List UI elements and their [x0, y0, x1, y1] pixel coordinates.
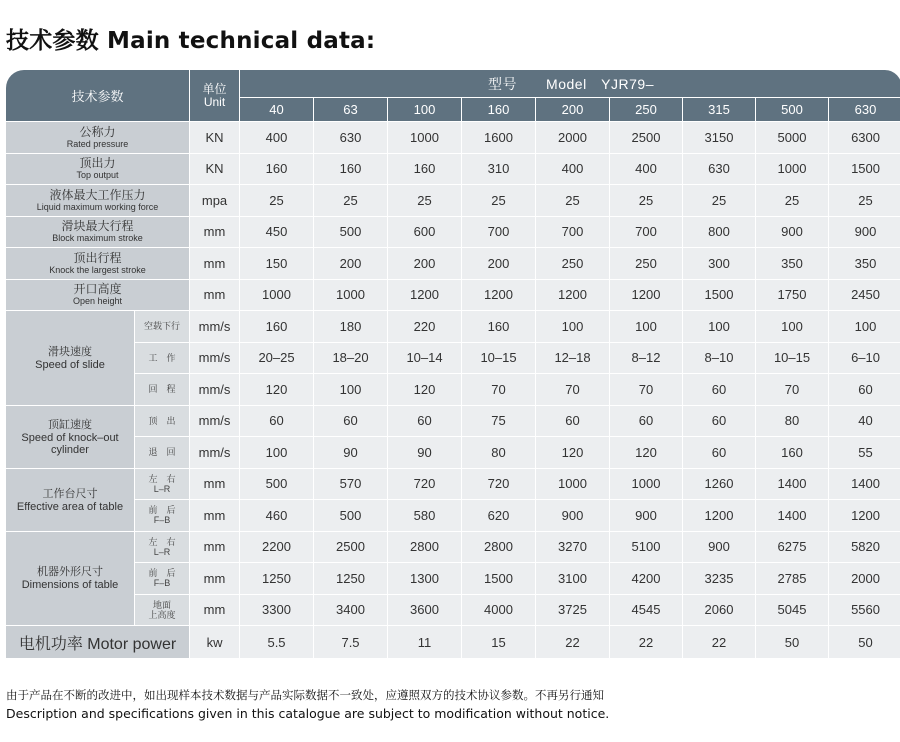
value-cell: 5560 — [829, 595, 900, 627]
sub-label-cell: 工 作 — [135, 343, 190, 375]
value-cell: 700 — [462, 217, 536, 249]
value-cell: 12–18 — [536, 343, 610, 375]
value-cell: 4200 — [610, 563, 683, 595]
table-row — [6, 500, 900, 532]
row-label-cn: 顶出力 — [79, 156, 116, 171]
value-cell: 22 — [683, 626, 756, 659]
row-label-cn: 公称力 — [79, 124, 116, 139]
value-cell: 120 — [240, 374, 314, 406]
table-row — [6, 374, 900, 406]
unit-cell: mm — [190, 217, 240, 249]
model-number-cell: 200 — [536, 98, 610, 122]
value-cell: 1750 — [756, 280, 829, 312]
value-cell: 180 — [314, 311, 388, 343]
value-cell: 1200 — [683, 500, 756, 532]
value-cell: 570 — [314, 469, 388, 501]
unit-header-cn: 单位 — [202, 81, 227, 96]
value-cell: 3270 — [536, 532, 610, 564]
value-cell: 60 — [610, 406, 683, 438]
value-cell: 10–15 — [462, 343, 536, 375]
spec-table — [6, 70, 900, 659]
unit-header — [190, 70, 240, 122]
sub-label-cell: 空载下行 — [135, 311, 190, 343]
model-number-cell: 250 — [610, 98, 683, 122]
value-cell: 700 — [610, 217, 683, 249]
value-cell: 25 — [536, 185, 610, 217]
value-cell: 5100 — [610, 532, 683, 564]
value-cell: 900 — [610, 500, 683, 532]
row-label-en: Liquid maximum working force — [36, 201, 159, 212]
value-cell: 3150 — [683, 122, 756, 154]
value-cell: 500 — [314, 500, 388, 532]
value-cell: 160 — [388, 154, 462, 186]
value-cell: 11 — [388, 626, 462, 659]
value-cell: 1260 — [683, 469, 756, 501]
value-cell: 60 — [683, 406, 756, 438]
value-cell: 18–20 — [314, 343, 388, 375]
group-label-cn: 滑块速度 — [48, 345, 92, 358]
row-label-en: Knock the largest stroke — [49, 264, 146, 275]
group-label-machine-dims — [6, 532, 135, 627]
unit-cell: mm/s — [190, 343, 240, 375]
value-cell: 20–25 — [240, 343, 314, 375]
value-cell: 2500 — [610, 122, 683, 154]
value-cell: 70 — [536, 374, 610, 406]
table-row — [6, 437, 900, 469]
value-cell: 60 — [683, 374, 756, 406]
value-cell: 3100 — [536, 563, 610, 595]
value-cell: 100 — [536, 311, 610, 343]
value-cell: 160 — [314, 154, 388, 186]
sub-label-cell — [135, 500, 190, 532]
table-row — [6, 626, 900, 659]
value-cell: 60 — [240, 406, 314, 438]
sub-label-cn: 地面 — [153, 599, 172, 610]
value-cell: 60 — [314, 406, 388, 438]
value-cell: 1250 — [314, 563, 388, 595]
value-cell: 2785 — [756, 563, 829, 595]
sub-label-en: L–R — [153, 483, 171, 494]
row-label-en: Top output — [76, 170, 119, 181]
row-label-cn: 顶出行程 — [73, 250, 122, 265]
value-cell: 2800 — [462, 532, 536, 564]
value-cell: 1600 — [462, 122, 536, 154]
value-cell: 7.5 — [314, 626, 388, 659]
value-cell: 75 — [462, 406, 536, 438]
value-cell: 4000 — [462, 595, 536, 627]
group-label-cn: 机器外形尺寸 — [37, 566, 103, 579]
group-label-speed-knockout — [6, 406, 135, 469]
model-number-cell: 160 — [462, 98, 536, 122]
model-number-cell: 100 — [388, 98, 462, 122]
value-cell: 5820 — [829, 532, 900, 564]
value-cell: 1200 — [829, 500, 900, 532]
value-cell: 60 — [683, 437, 756, 469]
model-number-cell: 40 — [240, 98, 314, 122]
value-cell: 10–14 — [388, 343, 462, 375]
value-cell: 100 — [829, 311, 900, 343]
row-label-liquid-max-force — [6, 185, 190, 217]
value-cell: 400 — [240, 122, 314, 154]
unit-cell: mm/s — [190, 374, 240, 406]
value-cell: 1500 — [462, 563, 536, 595]
value-cell: 22 — [610, 626, 683, 659]
spec-table-wrapper — [6, 70, 894, 659]
value-cell: 2500 — [314, 532, 388, 564]
row-label-rated-pressure — [6, 122, 190, 154]
sub-label-cell — [135, 532, 190, 564]
value-cell: 580 — [388, 500, 462, 532]
value-cell: 1000 — [388, 122, 462, 154]
value-cell: 900 — [829, 217, 900, 249]
unit-cell: mm — [190, 248, 240, 280]
value-cell: 1200 — [462, 280, 536, 312]
unit-cell: mm — [190, 280, 240, 312]
value-cell: 3600 — [388, 595, 462, 627]
value-cell: 1000 — [240, 280, 314, 312]
value-cell: 25 — [462, 185, 536, 217]
value-cell: 15 — [462, 626, 536, 659]
value-cell: 120 — [610, 437, 683, 469]
sub-label-cell: 回 程 — [135, 374, 190, 406]
group-label-table-area — [6, 469, 135, 532]
value-cell: 500 — [314, 217, 388, 249]
value-cell: 120 — [388, 374, 462, 406]
value-cell: 250 — [536, 248, 610, 280]
value-cell: 25 — [683, 185, 756, 217]
value-cell: 25 — [756, 185, 829, 217]
value-cell: 1500 — [829, 154, 900, 186]
table-row — [6, 343, 900, 375]
value-cell: 5.5 — [240, 626, 314, 659]
value-cell: 630 — [683, 154, 756, 186]
value-cell: 60 — [536, 406, 610, 438]
disclaimer-chinese: 由于产品在不断的改进中，如出现样本技术数据与产品实际数据不一致处，应遵照双方的技术协议参数。不再另行通知 — [6, 688, 604, 702]
value-cell: 50 — [756, 626, 829, 659]
value-cell: 100 — [314, 374, 388, 406]
sub-label-cell: 退 回 — [135, 437, 190, 469]
sub-label-cn: 前 后 — [148, 568, 176, 579]
value-cell: 3235 — [683, 563, 756, 595]
model-number-cell: 63 — [314, 98, 388, 122]
value-cell: 70 — [462, 374, 536, 406]
value-cell: 100 — [683, 311, 756, 343]
value-cell: 600 — [388, 217, 462, 249]
value-cell: 350 — [829, 248, 900, 280]
row-label-en: Open height — [72, 296, 123, 307]
value-cell: 1250 — [240, 563, 314, 595]
value-cell: 450 — [240, 217, 314, 249]
value-cell: 1000 — [756, 154, 829, 186]
value-cell: 2450 — [829, 280, 900, 312]
sub-label-cn: 左 右 — [148, 536, 176, 547]
value-cell: 160 — [240, 311, 314, 343]
table-row — [6, 532, 900, 564]
value-cell: 55 — [829, 437, 900, 469]
value-cell: 2000 — [829, 563, 900, 595]
value-cell: 10–15 — [756, 343, 829, 375]
unit-cell: mm/s — [190, 406, 240, 438]
value-cell: 900 — [756, 217, 829, 249]
sub-label-cell — [135, 563, 190, 595]
value-cell: 160 — [756, 437, 829, 469]
value-cell: 460 — [240, 500, 314, 532]
table-row — [6, 217, 900, 249]
value-cell: 720 — [462, 469, 536, 501]
unit-header-en: Unit — [203, 94, 226, 109]
value-cell: 1400 — [756, 469, 829, 501]
value-cell: 1400 — [829, 469, 900, 501]
model-header: 型号 Model YJR79– — [240, 70, 900, 98]
value-cell: 2000 — [536, 122, 610, 154]
value-cell: 6300 — [829, 122, 900, 154]
value-cell: 80 — [756, 406, 829, 438]
unit-cell: KN — [190, 154, 240, 186]
table-row — [6, 70, 900, 98]
row-label-open-height — [6, 280, 190, 312]
unit-cell: mpa — [190, 185, 240, 217]
value-cell: 630 — [314, 122, 388, 154]
group-label-en: Speed of knock–out cylinder — [21, 431, 119, 456]
table-row — [6, 406, 900, 438]
value-cell: 25 — [314, 185, 388, 217]
sub-label-cell — [135, 595, 190, 627]
unit-cell: mm — [190, 500, 240, 532]
value-cell: 22 — [536, 626, 610, 659]
value-cell: 220 — [388, 311, 462, 343]
model-number-cell: 500 — [756, 98, 829, 122]
value-cell: 40 — [829, 406, 900, 438]
value-cell: 100 — [240, 437, 314, 469]
table-row — [6, 469, 900, 501]
value-cell: 200 — [462, 248, 536, 280]
sub-label-cn: 前 后 — [148, 505, 176, 516]
table-row — [6, 122, 900, 154]
value-cell: 60 — [388, 406, 462, 438]
value-cell: 160 — [462, 311, 536, 343]
value-cell: 400 — [536, 154, 610, 186]
unit-cell: mm/s — [190, 311, 240, 343]
row-label-knock-stroke — [6, 248, 190, 280]
value-cell: 5045 — [756, 595, 829, 627]
value-cell: 350 — [756, 248, 829, 280]
row-label-cn: 滑块最大行程 — [61, 219, 134, 234]
value-cell: 70 — [610, 374, 683, 406]
group-label-cn: 顶缸速度 — [48, 418, 92, 431]
unit-cell: mm — [190, 532, 240, 564]
row-label-cn: 液体最大工作压力 — [49, 187, 146, 202]
row-label-cn: 开口高度 — [73, 282, 122, 297]
value-cell: 4545 — [610, 595, 683, 627]
table-row — [6, 185, 900, 217]
row-label-en: Block maximum stroke — [52, 233, 143, 244]
value-cell: 120 — [536, 437, 610, 469]
sub-label-en: 上高度 — [148, 609, 176, 620]
value-cell: 60 — [829, 374, 900, 406]
value-cell: 25 — [610, 185, 683, 217]
value-cell: 8–10 — [683, 343, 756, 375]
value-cell: 700 — [536, 217, 610, 249]
value-cell: 900 — [536, 500, 610, 532]
value-cell: 1400 — [756, 500, 829, 532]
model-number-cell: 315 — [683, 98, 756, 122]
value-cell: 25 — [240, 185, 314, 217]
row-label-top-output — [6, 154, 190, 186]
value-cell: 25 — [829, 185, 900, 217]
page-title: 技术参数 Main technical data: — [6, 28, 376, 54]
value-cell: 3400 — [314, 595, 388, 627]
sub-label-cell — [135, 469, 190, 501]
value-cell: 1500 — [683, 280, 756, 312]
value-cell: 2060 — [683, 595, 756, 627]
value-cell: 100 — [756, 311, 829, 343]
unit-cell: mm/s — [190, 437, 240, 469]
sub-label-cell: 顶 出 — [135, 406, 190, 438]
value-cell: 1200 — [610, 280, 683, 312]
row-label-en: Rated pressure — [66, 138, 129, 149]
value-cell: 1000 — [314, 280, 388, 312]
value-cell: 500 — [240, 469, 314, 501]
group-label-speed-of-slide — [6, 311, 135, 406]
value-cell: 620 — [462, 500, 536, 532]
value-cell: 100 — [610, 311, 683, 343]
value-cell: 900 — [683, 532, 756, 564]
value-cell: 1000 — [610, 469, 683, 501]
row-label-motor-power: 电机功率 Motor power — [6, 626, 190, 659]
value-cell: 1200 — [388, 280, 462, 312]
sub-label-en: L–R — [153, 546, 171, 557]
group-label-en: Speed of slide — [35, 358, 105, 371]
table-row — [6, 311, 900, 343]
value-cell: 8–12 — [610, 343, 683, 375]
value-cell: 1300 — [388, 563, 462, 595]
value-cell: 90 — [388, 437, 462, 469]
sub-label-cn: 左 右 — [148, 473, 176, 484]
value-cell: 50 — [829, 626, 900, 659]
table-row — [6, 154, 900, 186]
value-cell: 70 — [756, 374, 829, 406]
value-cell: 2200 — [240, 532, 314, 564]
value-cell: 200 — [314, 248, 388, 280]
value-cell: 5000 — [756, 122, 829, 154]
value-cell: 6275 — [756, 532, 829, 564]
value-cell: 3725 — [536, 595, 610, 627]
unit-cell: mm — [190, 595, 240, 627]
value-cell: 800 — [683, 217, 756, 249]
unit-cell: mm — [190, 469, 240, 501]
param-header: 技术参数 — [6, 70, 190, 122]
unit-cell: KN — [190, 122, 240, 154]
value-cell: 720 — [388, 469, 462, 501]
value-cell: 25 — [388, 185, 462, 217]
model-number-cell: 630 — [829, 98, 900, 122]
disclaimer-english: Description and specifications given in this catalogue are subject to modification without notice. — [6, 706, 610, 721]
value-cell: 90 — [314, 437, 388, 469]
value-cell: 250 — [610, 248, 683, 280]
value-cell: 6–10 — [829, 343, 900, 375]
row-label-block-max-stroke — [6, 217, 190, 249]
value-cell: 150 — [240, 248, 314, 280]
value-cell: 2800 — [388, 532, 462, 564]
table-row — [6, 563, 900, 595]
table-row — [6, 280, 900, 312]
unit-cell: mm — [190, 563, 240, 595]
value-cell: 1200 — [536, 280, 610, 312]
value-cell: 1000 — [536, 469, 610, 501]
sub-label-en: F–B — [153, 515, 171, 526]
value-cell: 400 — [610, 154, 683, 186]
value-cell: 3300 — [240, 595, 314, 627]
table-row — [6, 248, 900, 280]
sub-label-en: F–B — [153, 578, 171, 589]
group-label-en: Dimensions of table — [21, 579, 119, 592]
value-cell: 200 — [388, 248, 462, 280]
group-label-cn: 工作台尺寸 — [42, 487, 98, 500]
table-row — [6, 595, 900, 627]
value-cell: 310 — [462, 154, 536, 186]
group-label-en: Effective area of table — [16, 500, 124, 513]
value-cell: 300 — [683, 248, 756, 280]
unit-cell: kw — [190, 626, 240, 659]
value-cell: 80 — [462, 437, 536, 469]
value-cell: 160 — [240, 154, 314, 186]
